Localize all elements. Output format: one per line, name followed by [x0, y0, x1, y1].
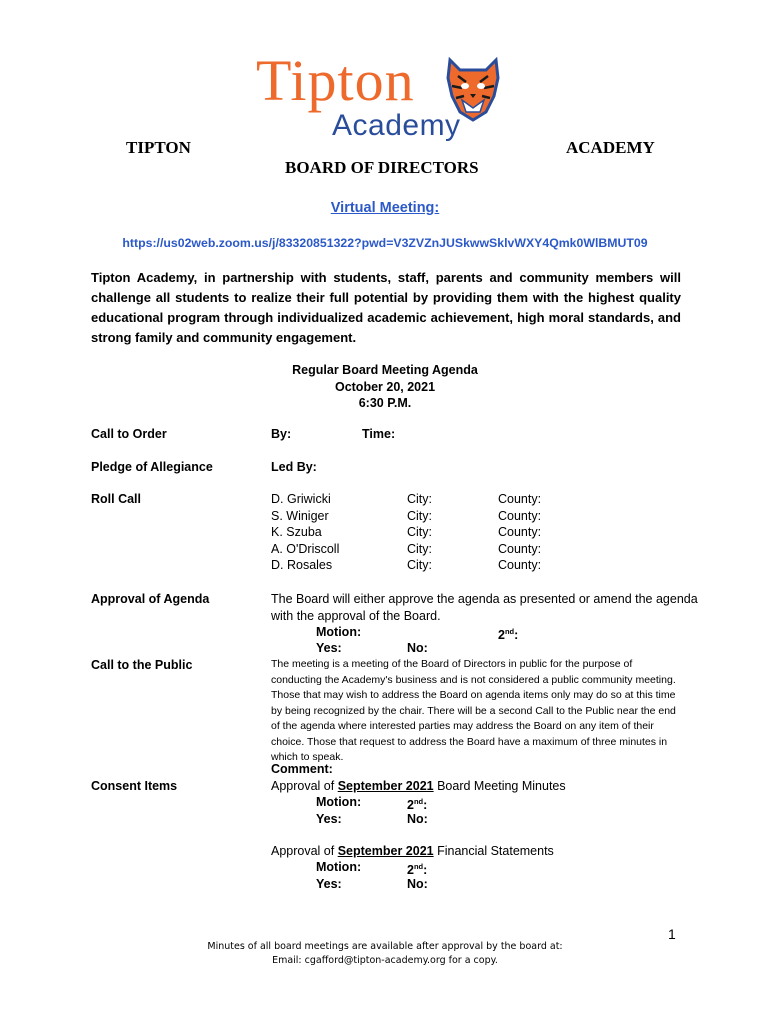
logo-subtitle: Academy: [332, 109, 461, 142]
footer-email: Email: cgafford@tipton-academy.org for a copy.: [272, 955, 498, 966]
logo-wordmark: Tipton: [256, 48, 415, 113]
call-public-line: conducting the Academy's business and is not considered a public community meeting.: [271, 673, 676, 686]
member-city: City:: [407, 525, 432, 539]
call-public-label: Call to the Public: [91, 658, 193, 672]
tiger-head-icon: [444, 56, 502, 122]
agenda-yes: Yes:: [316, 641, 342, 655]
call-public-line: The meeting is a meeting of the Board of Directors in public for the purpose of: [271, 658, 633, 670]
approval-agenda-label: Approval of Agenda: [91, 592, 210, 606]
call-public-text: [271, 657, 681, 766]
member-county: County:: [498, 558, 542, 572]
member-city: City:: [407, 508, 432, 523]
agenda-second: 2nd:: [498, 627, 519, 643]
member-city: City:: [407, 541, 432, 556]
board-title: BOARD OF DIRECTORS: [285, 158, 479, 177]
consent-label: Consent Items: [91, 779, 178, 793]
approval-agenda-text: [271, 591, 698, 624]
member-county: County:: [498, 492, 542, 506]
header-right: ACADEMY: [566, 138, 655, 157]
minutes-second: 2nd:: [407, 797, 428, 813]
member-name: D. Rosales: [271, 558, 333, 572]
approval-agenda-line: The Board will either approve the agenda as presented or amend the agenda: [271, 592, 698, 606]
roll-call-label: Roll Call: [91, 492, 142, 506]
agenda-no: No:: [407, 641, 428, 655]
member-name: A. O'Driscoll: [271, 541, 340, 556]
page-number: 1: [668, 926, 676, 942]
member-name: K. Szuba: [271, 525, 322, 539]
call-public-line: of the agenda where interested parties may address the Board on any item of their: [271, 720, 654, 732]
member-city: City:: [407, 558, 432, 572]
agenda-title: Regular Board Meeting Agenda: [292, 363, 478, 377]
call-to-order-time: Time:: [362, 427, 396, 441]
agenda-heading: [0, 362, 770, 412]
member-county: County:: [498, 508, 542, 523]
financials-motion: Motion:: [316, 860, 362, 874]
member-city: City:: [407, 492, 432, 506]
approval-agenda-line: with the approval of the Board.: [271, 608, 441, 623]
member-name: D. Griwicki: [271, 492, 331, 506]
member-county: County:: [498, 525, 542, 539]
header-left: TIPTON: [126, 138, 191, 157]
agenda-date: October 20, 2021: [334, 379, 436, 394]
call-to-order-by: By:: [271, 427, 292, 441]
call-public-line: by being recognized by the chair. There will be a second Call to the Public near the end: [271, 704, 676, 717]
financials-no: No:: [407, 877, 428, 891]
zoom-link[interactable]: https://us02web.zoom.us/j/83320851322?pwd=V3ZVZnJUSkwwSklvWXY4Qmk0WlBMUT09: [122, 236, 648, 250]
agenda-motion: Motion:: [316, 625, 362, 639]
call-public-comment: Comment:: [271, 762, 333, 776]
minutes-no: No:: [407, 812, 428, 826]
roll-call-cities: [407, 491, 432, 574]
member-county: County:: [498, 541, 542, 556]
minutes-motion: Motion:: [316, 795, 362, 809]
pledge-label: Pledge of Allegiance: [91, 460, 213, 474]
minutes-yes: Yes:: [316, 812, 342, 826]
member-name: S. Winiger: [271, 508, 329, 523]
financials-second: 2nd:: [407, 862, 428, 878]
roll-call-counties: [498, 491, 541, 574]
call-public-line: which to speak.: [271, 751, 344, 763]
virtual-meeting-label: Virtual Meeting:: [330, 200, 440, 216]
consent-item-minutes: Approval of September 2021 Board Meeting Minutes: [271, 779, 566, 793]
consent-item-financials: Approval of September 2021 Financial Statements: [271, 844, 554, 858]
agenda-time: 6:30 P.M.: [358, 396, 412, 410]
roll-call-names: [271, 491, 339, 574]
mission-statement: Tipton Academy, in partnership with students, staff, parents and community members will challenge all students to realize their full potential by providing them with the highest quality educational program through individualized academic achievement, high moral standards, and strong family and community engagement.: [91, 270, 681, 345]
call-public-line: choice. Those that request to address the Board have a maximum of three minutes in: [271, 735, 668, 748]
footer: [0, 940, 770, 968]
financials-yes: Yes:: [316, 877, 342, 891]
call-to-order-label: Call to Order: [91, 427, 167, 441]
pledge-led-by: Led By:: [271, 460, 317, 474]
footer-line: Minutes of all board meetings are available after approval by the board at:: [207, 941, 563, 952]
call-public-line: Those that may wish to address the Board on agenda items only may do so at this time: [271, 689, 676, 701]
